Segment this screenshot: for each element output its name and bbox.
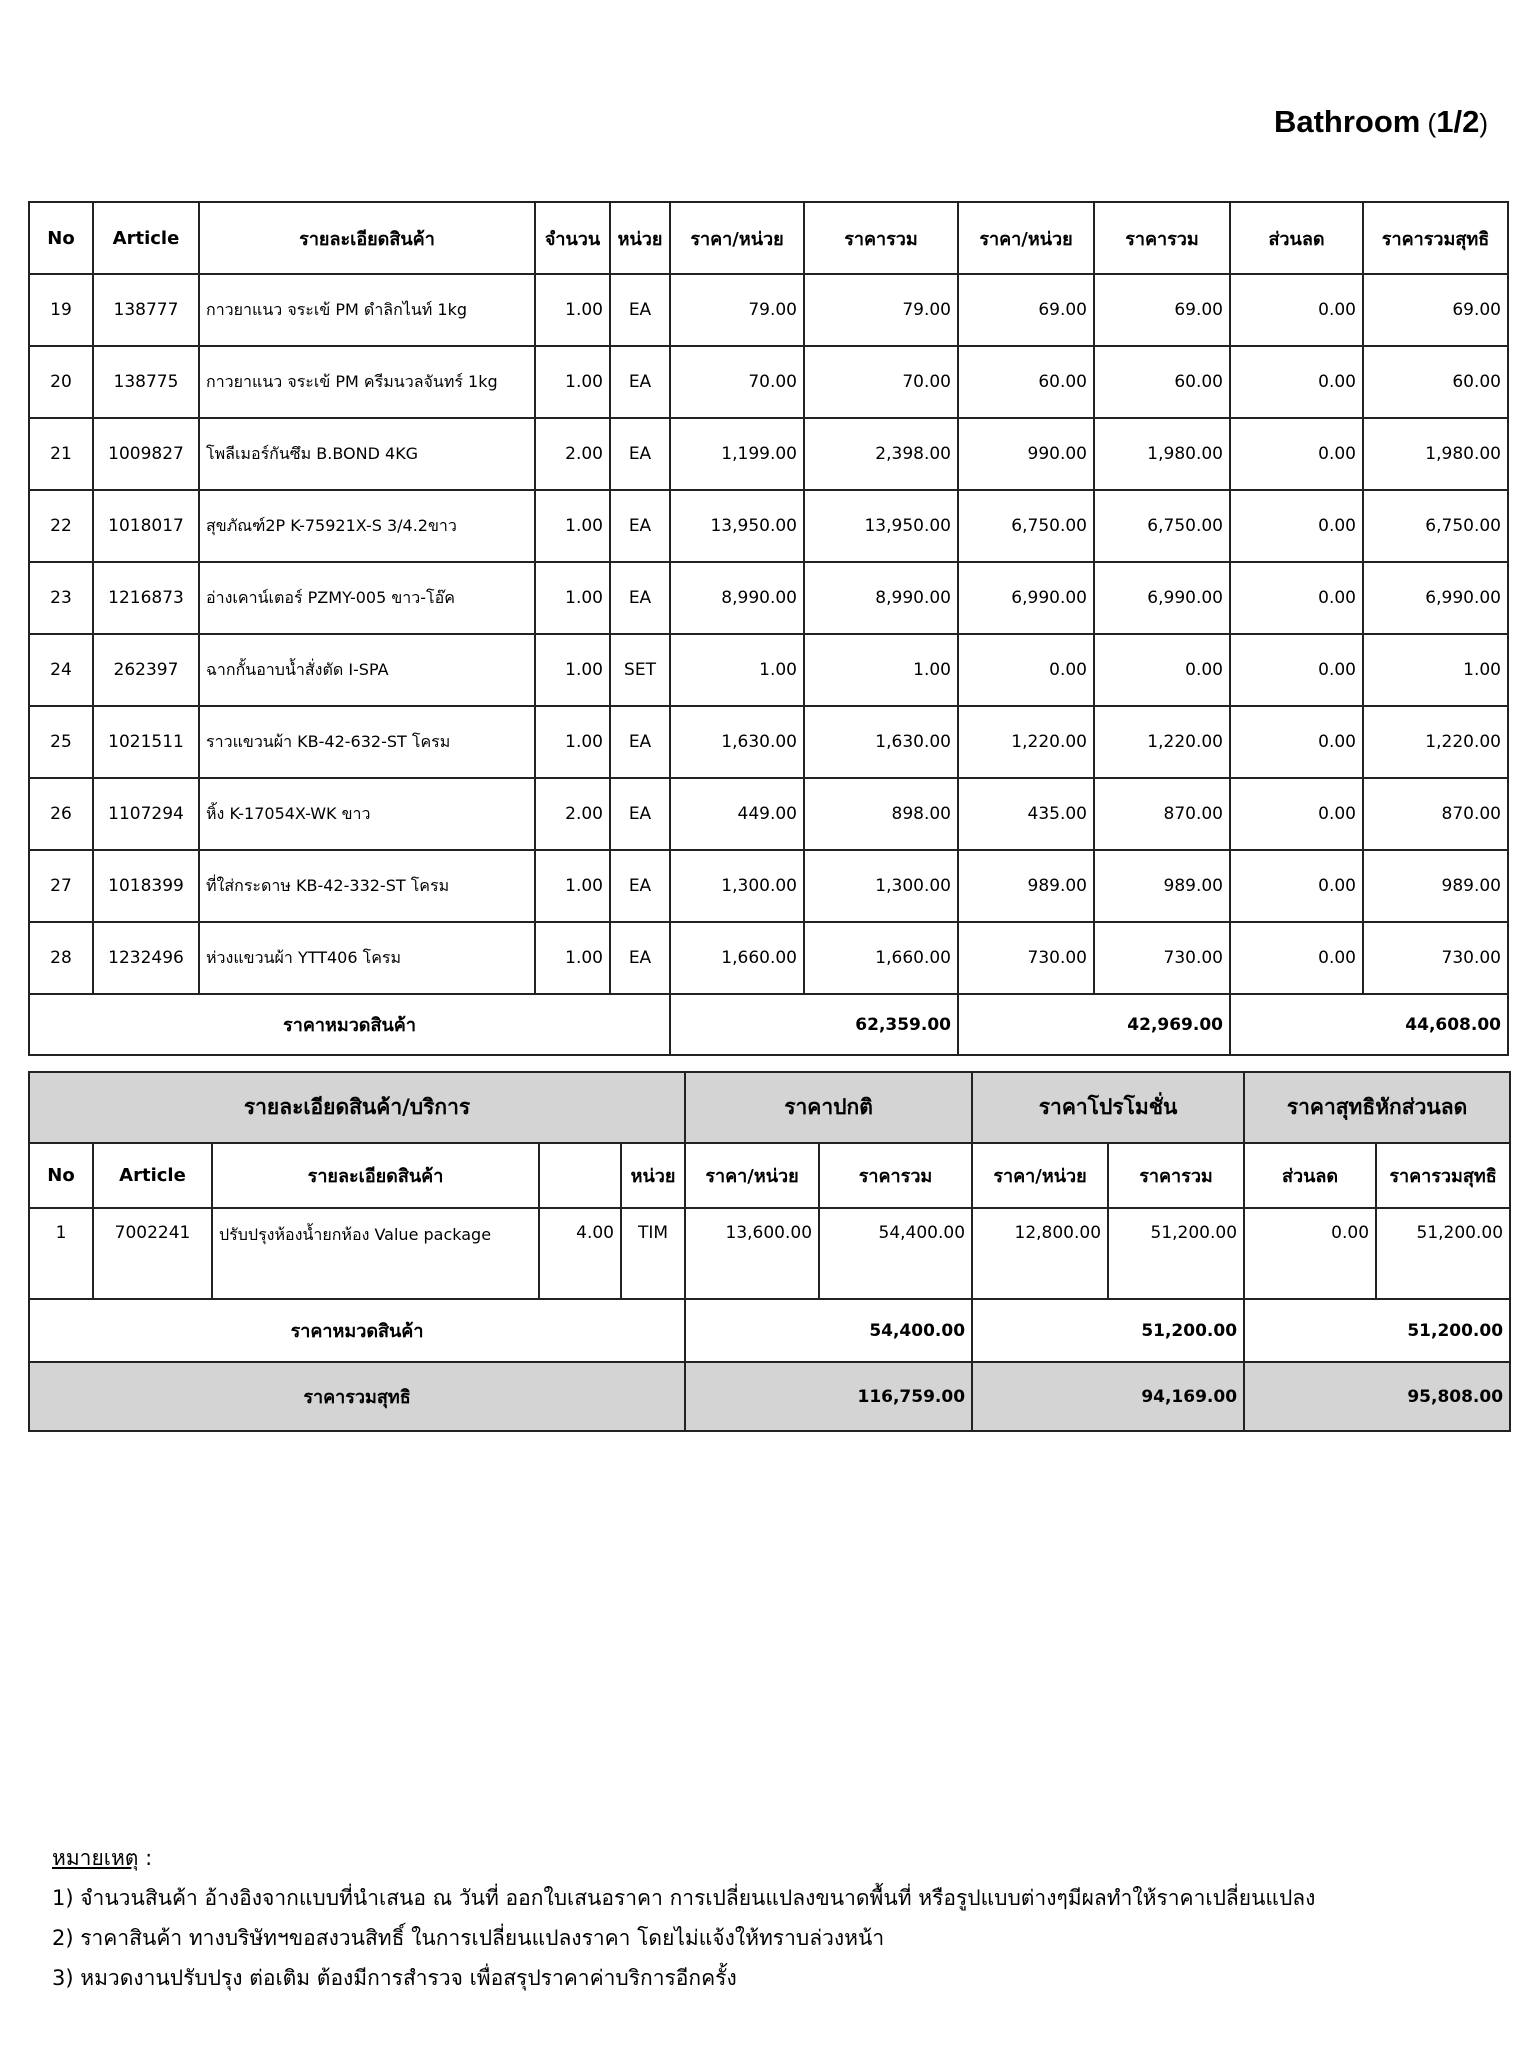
cell-total: 1,660.00 — [804, 922, 958, 994]
cell-unit: EA — [610, 850, 670, 922]
svc-header-article: Article — [93, 1143, 212, 1208]
cell-article: 1018017 — [93, 490, 199, 562]
cell-promo-total: 870.00 — [1094, 778, 1230, 850]
header-total: ราคารวม — [804, 202, 958, 274]
cell-no: 1 — [29, 1208, 93, 1299]
cell-unit-price: 449.00 — [670, 778, 804, 850]
header-promo-total: ราคารวม — [1094, 202, 1230, 274]
cell-discount: 0.00 — [1230, 562, 1363, 634]
services-subtotal-net: 51,200.00 — [1244, 1299, 1510, 1362]
cell-article: 1021511 — [93, 706, 199, 778]
cell-net-total: 6,750.00 — [1363, 490, 1508, 562]
cell-description: โพลีเมอร์กันซึม B.BOND 4KG — [199, 418, 535, 490]
table-row — [29, 346, 1508, 418]
table-row — [29, 778, 1508, 850]
svc-header-no: No — [29, 1143, 93, 1208]
cell-unit: SET — [610, 634, 670, 706]
cell-quantity: 1.00 — [535, 562, 610, 634]
grand-total-promo: 94,169.00 — [972, 1362, 1244, 1431]
cell-unit-price: 13,600.00 — [685, 1208, 819, 1299]
page-paren-open: ( — [1420, 108, 1437, 138]
cell-no: 27 — [29, 850, 93, 922]
cell-unit-price: 1,300.00 — [670, 850, 804, 922]
header-discount: ส่วนลด — [1230, 202, 1363, 274]
cell-unit: EA — [610, 346, 670, 418]
services-header-row — [29, 1143, 1510, 1208]
products-total-label: ราคาหมวดสินค้า — [29, 994, 670, 1055]
cell-unit-price: 8,990.00 — [670, 562, 804, 634]
cell-description: ปรับปรุงห้องน้ำยกห้อง Value package — [212, 1208, 539, 1299]
cell-description: หิ้ง K-17054X-WK ขาว — [199, 778, 535, 850]
cell-unit-price: 1.00 — [670, 634, 804, 706]
header-article: Article — [93, 202, 199, 274]
svc-header-unit: หน่วย — [621, 1143, 685, 1208]
group-header-description: รายละเอียดสินค้า/บริการ — [29, 1072, 685, 1143]
cell-unit-price: 1,660.00 — [670, 922, 804, 994]
cell-discount: 0.00 — [1230, 706, 1363, 778]
cell-net-total: 69.00 — [1363, 274, 1508, 346]
cell-promo-unit-price: 989.00 — [958, 850, 1094, 922]
cell-promo-total: 6,990.00 — [1094, 562, 1230, 634]
cell-promo-unit-price: 6,990.00 — [958, 562, 1094, 634]
notes-heading-line — [52, 1838, 1315, 1878]
cell-unit-price: 1,630.00 — [670, 706, 804, 778]
services-group-header-row — [29, 1072, 1510, 1143]
products-table — [28, 201, 1509, 1056]
cell-no: 22 — [29, 490, 93, 562]
cell-total: 13,950.00 — [804, 490, 958, 562]
cell-net-total: 1.00 — [1363, 634, 1508, 706]
cell-promo-total: 1,980.00 — [1094, 418, 1230, 490]
page-paren-close: ) — [1479, 108, 1488, 138]
cell-promo-total: 989.00 — [1094, 850, 1230, 922]
cell-description: อ่างเคาน์เตอร์ PZMY-005 ขาว-โอ๊ค — [199, 562, 535, 634]
cell-quantity: 1.00 — [535, 634, 610, 706]
cell-promo-unit-price: 60.00 — [958, 346, 1094, 418]
cell-unit: EA — [610, 490, 670, 562]
cell-quantity: 1.00 — [535, 346, 610, 418]
cell-unit-price: 70.00 — [670, 346, 804, 418]
cell-description: กาวยาแนว จระเข้ PM ครีมนวลจันทร์ 1kg — [199, 346, 535, 418]
cell-article: 262397 — [93, 634, 199, 706]
table-row — [29, 922, 1508, 994]
svc-header-total: ราคารวม — [819, 1143, 972, 1208]
cell-article: 1009827 — [93, 418, 199, 490]
cell-description: สุขภัณฑ์2P K-75921X-S 3/4.2ขาว — [199, 490, 535, 562]
cell-promo-unit-price: 435.00 — [958, 778, 1094, 850]
cell-no: 21 — [29, 418, 93, 490]
services-subtotal-label: ราคาหมวดสินค้า — [29, 1299, 685, 1362]
cell-discount: 0.00 — [1230, 490, 1363, 562]
cell-quantity: 4.00 — [539, 1208, 621, 1299]
cell-quantity: 2.00 — [535, 778, 610, 850]
cell-total: 54,400.00 — [819, 1208, 972, 1299]
cell-description: ราวแขวนผ้า KB-42-632-ST โครม — [199, 706, 535, 778]
grand-total-label: ราคารวมสุทธิ — [29, 1362, 685, 1431]
cell-promo-total: 69.00 — [1094, 274, 1230, 346]
group-header-net-price: ราคาสุทธิหักส่วนลด — [1244, 1072, 1510, 1143]
cell-no: 28 — [29, 922, 93, 994]
cell-net-total: 60.00 — [1363, 346, 1508, 418]
cell-no: 20 — [29, 346, 93, 418]
svc-header-unit-price: ราคา/หน่วย — [685, 1143, 819, 1208]
header-unit: หน่วย — [610, 202, 670, 274]
cell-article: 138775 — [93, 346, 199, 418]
cell-article: 1107294 — [93, 778, 199, 850]
cell-no: 19 — [29, 274, 93, 346]
cell-total: 898.00 — [804, 778, 958, 850]
cell-article: 7002241 — [93, 1208, 212, 1299]
cell-unit-price: 79.00 — [670, 274, 804, 346]
cell-discount: 0.00 — [1230, 850, 1363, 922]
table-row — [29, 562, 1508, 634]
page-title — [1274, 104, 1488, 140]
svc-header-quantity — [539, 1143, 621, 1208]
cell-no: 24 — [29, 634, 93, 706]
cell-promo-total: 1,220.00 — [1094, 706, 1230, 778]
cell-article: 1232496 — [93, 922, 199, 994]
cell-net-total: 51,200.00 — [1376, 1208, 1510, 1299]
cell-no: 26 — [29, 778, 93, 850]
cell-quantity: 1.00 — [535, 850, 610, 922]
header-net-total: ราคารวมสุทธิ — [1363, 202, 1508, 274]
cell-total: 70.00 — [804, 346, 958, 418]
products-total-row — [29, 994, 1508, 1055]
table-row — [29, 1208, 1510, 1299]
cell-discount: 0.00 — [1230, 778, 1363, 850]
cell-discount: 0.00 — [1244, 1208, 1376, 1299]
cell-description: ฉากกั้นอาบน้ำสั่งตัด I-SPA — [199, 634, 535, 706]
svc-header-net-total: ราคารวมสุทธิ — [1376, 1143, 1510, 1208]
note-item: 3) หมวดงานปรับปรุง ต่อเติม ต้องมีการสำรวจ เพื่อสรุปราคาค่าบริการอีกครั้ง — [52, 1966, 737, 1990]
svc-header-promo-unit-price: ราคา/หน่วย — [972, 1143, 1108, 1208]
cell-no: 23 — [29, 562, 93, 634]
svc-header-description: รายละเอียดสินค้า — [212, 1143, 539, 1208]
cell-discount: 0.00 — [1230, 418, 1363, 490]
cell-description: ห่วงแขวนผ้า YTT406 โครม — [199, 922, 535, 994]
header-no: No — [29, 202, 93, 274]
cell-quantity: 1.00 — [535, 274, 610, 346]
cell-discount: 0.00 — [1230, 922, 1363, 994]
header-quantity: จำนวน — [535, 202, 610, 274]
cell-net-total: 989.00 — [1363, 850, 1508, 922]
cell-promo-total: 730.00 — [1094, 922, 1230, 994]
cell-net-total: 870.00 — [1363, 778, 1508, 850]
note-item: 2) ราคาสินค้า ทางบริษัทฯขอสงวนสิทธิ์ ในการเปลี่ยนแปลงราคา โดยไม่แจ้งให้ทราบล่วงหน้า — [52, 1926, 885, 1950]
cell-promo-total: 6,750.00 — [1094, 490, 1230, 562]
header-unit-price: ราคา/หน่วย — [670, 202, 804, 274]
cell-total: 2,398.00 — [804, 418, 958, 490]
cell-unit: EA — [610, 562, 670, 634]
notes-heading: หมายเหตุ — [52, 1846, 139, 1870]
products-total-promo: 42,969.00 — [958, 994, 1230, 1055]
cell-unit: EA — [610, 274, 670, 346]
products-header-row — [29, 202, 1508, 274]
cell-unit-price: 13,950.00 — [670, 490, 804, 562]
cell-no: 25 — [29, 706, 93, 778]
cell-unit: TIM — [621, 1208, 685, 1299]
title-text: Bathroom — [1273, 104, 1421, 139]
cell-total: 1,300.00 — [804, 850, 958, 922]
cell-net-total: 730.00 — [1363, 922, 1508, 994]
header-promo-unit-price: ราคา/หน่วย — [958, 202, 1094, 274]
header-description: รายละเอียดสินค้า — [199, 202, 535, 274]
services-subtotal-promo: 51,200.00 — [972, 1299, 1244, 1362]
cell-promo-total: 60.00 — [1094, 346, 1230, 418]
cell-quantity: 1.00 — [535, 706, 610, 778]
cell-net-total: 1,980.00 — [1363, 418, 1508, 490]
grand-total-regular: 116,759.00 — [685, 1362, 972, 1431]
cell-promo-unit-price: 69.00 — [958, 274, 1094, 346]
products-total-net: 44,608.00 — [1230, 994, 1508, 1055]
cell-description: กาวยาแนว จระเข้ PM ดำลิกไนท์ 1kg — [199, 274, 535, 346]
cell-total: 1.00 — [804, 634, 958, 706]
services-subtotal-regular: 54,400.00 — [685, 1299, 972, 1362]
group-header-promo-price: ราคาโปรโมชั่น — [972, 1072, 1244, 1143]
cell-unit-price: 1,199.00 — [670, 418, 804, 490]
group-header-regular-price: ราคาปกติ — [685, 1072, 972, 1143]
cell-quantity: 2.00 — [535, 418, 610, 490]
cell-article: 1216873 — [93, 562, 199, 634]
table-row — [29, 274, 1508, 346]
cell-article: 138777 — [93, 274, 199, 346]
cell-unit: EA — [610, 706, 670, 778]
cell-discount: 0.00 — [1230, 346, 1363, 418]
cell-total: 79.00 — [804, 274, 958, 346]
page-indicator: 1/2 — [1436, 104, 1480, 139]
cell-promo-unit-price: 12,800.00 — [972, 1208, 1108, 1299]
cell-total: 8,990.00 — [804, 562, 958, 634]
notes-heading-suffix: : — [138, 1846, 153, 1870]
svc-header-discount: ส่วนลด — [1244, 1143, 1376, 1208]
cell-discount: 0.00 — [1230, 634, 1363, 706]
svc-header-promo-total: ราคารวม — [1108, 1143, 1244, 1208]
cell-promo-unit-price: 730.00 — [958, 922, 1094, 994]
cell-promo-unit-price: 990.00 — [958, 418, 1094, 490]
table-row — [29, 634, 1508, 706]
cell-quantity: 1.00 — [535, 490, 610, 562]
cell-total: 1,630.00 — [804, 706, 958, 778]
cell-article: 1018399 — [93, 850, 199, 922]
cell-net-total: 1,220.00 — [1363, 706, 1508, 778]
cell-discount: 0.00 — [1230, 274, 1363, 346]
cell-promo-total: 51,200.00 — [1108, 1208, 1244, 1299]
note-item: 1) จำนวนสินค้า อ้างอิงจากแบบที่นำเสนอ ณ วันที่ ออกใบเสนอราคา การเปลี่ยนแปลงขนาดพื้นที่ หรือรูปแบบต่างๆมีผลทำให้ราคาเปลี่ยนแปลง — [52, 1886, 1316, 1910]
grand-total-row — [29, 1362, 1510, 1431]
cell-promo-unit-price: 6,750.00 — [958, 490, 1094, 562]
table-row — [29, 850, 1508, 922]
table-row — [29, 490, 1508, 562]
cell-quantity: 1.00 — [535, 922, 610, 994]
cell-promo-total: 0.00 — [1094, 634, 1230, 706]
cell-promo-unit-price: 0.00 — [958, 634, 1094, 706]
cell-net-total: 6,990.00 — [1363, 562, 1508, 634]
cell-description: ที่ใส่กระดาษ KB-42-332-ST โครม — [199, 850, 535, 922]
table-row — [29, 418, 1508, 490]
grand-total-net: 95,808.00 — [1244, 1362, 1510, 1431]
products-total-regular: 62,359.00 — [670, 994, 958, 1055]
cell-promo-unit-price: 1,220.00 — [958, 706, 1094, 778]
cell-unit: EA — [610, 778, 670, 850]
notes-section — [52, 1838, 1315, 1998]
table-row — [29, 706, 1508, 778]
services-table — [28, 1071, 1511, 1432]
cell-unit: EA — [610, 922, 670, 994]
cell-unit: EA — [610, 418, 670, 490]
services-subtotal-row — [29, 1299, 1510, 1362]
